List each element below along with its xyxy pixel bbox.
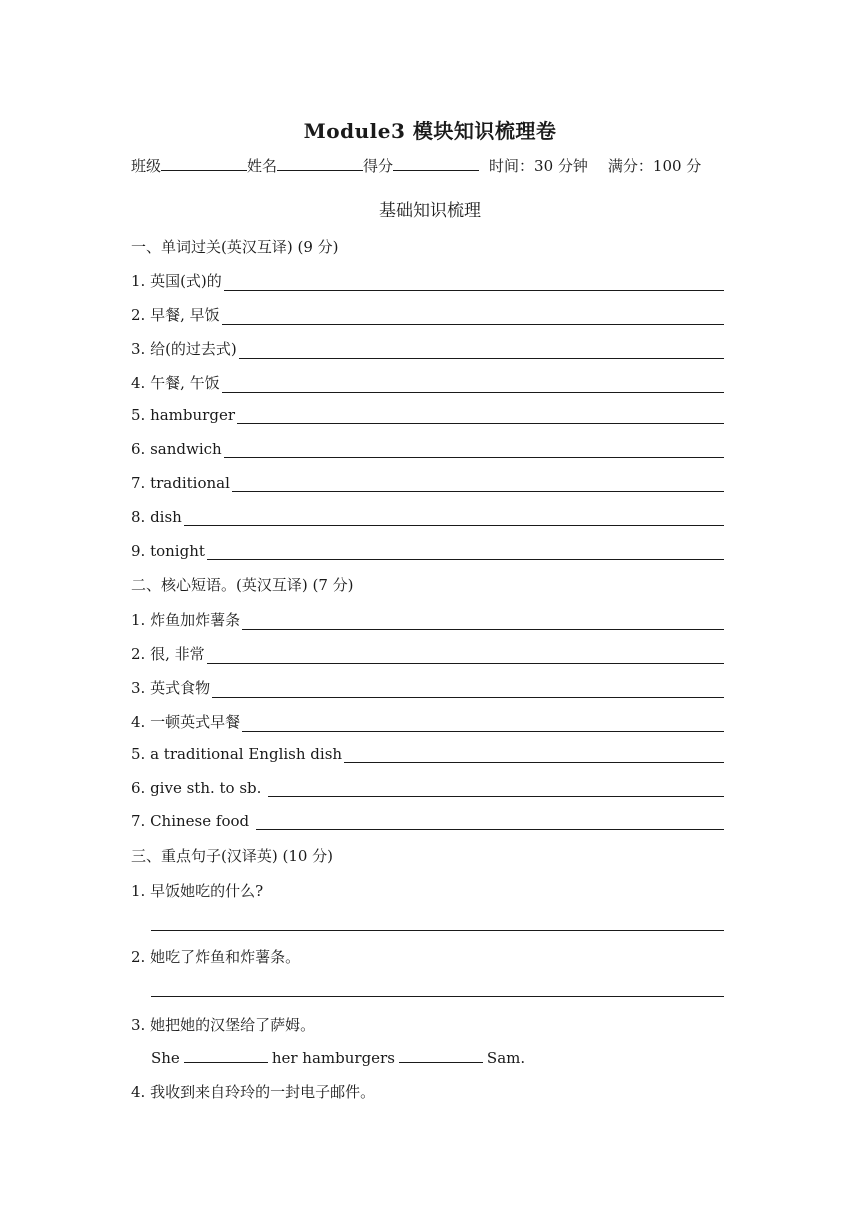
- answer-blank[interactable]: [344, 746, 724, 763]
- item-label: 2. 早餐, 早饭: [131, 306, 220, 324]
- item-label: 4. 午餐, 午饭: [131, 374, 220, 392]
- score-label: 得分: [363, 157, 394, 175]
- section1-item-1: [131, 270, 724, 291]
- answer-blank[interactable]: [237, 407, 724, 424]
- answer-blank[interactable]: [212, 681, 724, 698]
- item-label: 1. 英国(式)的: [131, 272, 222, 290]
- section1-heading: 一、单词过关(英汉互译) (9 分): [131, 238, 339, 256]
- item-label: 5. a traditional English dish: [131, 745, 343, 763]
- item-label: 7. traditional: [131, 474, 230, 492]
- section3-question-3: 3. 她把她的汉堡给了萨姆。: [131, 1016, 316, 1034]
- answer-blank[interactable]: [232, 475, 724, 492]
- answer-blank[interactable]: [207, 647, 724, 664]
- item-label: 6. sandwich: [131, 440, 222, 458]
- item-label: 8. dish: [131, 508, 182, 526]
- answer-blank[interactable]: [242, 715, 724, 732]
- answer-blank[interactable]: [268, 780, 724, 797]
- section3-question-2: 2. 她吃了炸鱼和炸薯条。: [131, 948, 301, 966]
- sentence-part: her hamburgers: [271, 1049, 395, 1067]
- sentence-part: Sam.: [486, 1049, 526, 1067]
- section1-item-5: [131, 406, 724, 424]
- answer-blank[interactable]: [256, 813, 724, 830]
- answer-blank[interactable]: [224, 441, 724, 458]
- score-blank[interactable]: [393, 156, 479, 171]
- section-subtitle: 基础知识梳理: [379, 201, 481, 221]
- section1-item-8: [131, 508, 724, 526]
- time-label: 时间：30 分钟: [489, 157, 588, 175]
- answer-line-1[interactable]: [151, 929, 724, 931]
- section1-item-7: [131, 474, 724, 492]
- answer-blank[interactable]: [184, 1048, 268, 1063]
- page-title: Module3 模块知识梳理卷: [303, 119, 557, 143]
- section3-heading: 三、重点句子(汉译英) (10 分): [131, 847, 334, 865]
- full-score-label: 满分：100 分: [607, 157, 702, 175]
- section3-question-4: 4. 我收到来自玲玲的一封电子邮件。: [131, 1083, 376, 1101]
- section1-item-2: [131, 304, 724, 325]
- section2-item-2: [131, 643, 724, 664]
- section2-item-3: [131, 677, 724, 698]
- answer-blank[interactable]: [239, 342, 724, 359]
- item-label: 3. 给(的过去式): [131, 340, 237, 358]
- section3-question-3-sentence: [151, 1048, 525, 1067]
- item-label: 7. Chinese food: [131, 812, 254, 830]
- item-label: 1. 炸鱼加炸薯条: [131, 611, 241, 629]
- section2-item-4: [131, 711, 724, 732]
- class-label: 班级: [131, 157, 162, 175]
- name-label: 姓名: [247, 157, 278, 175]
- item-label: 5. hamburger: [131, 406, 235, 424]
- section2-item-1: [131, 609, 724, 630]
- answer-blank[interactable]: [222, 376, 724, 393]
- section1-item-6: [131, 440, 724, 458]
- answer-blank[interactable]: [242, 613, 724, 630]
- item-label: 4. 一顿英式早餐: [131, 713, 241, 731]
- student-info-line: [131, 155, 701, 176]
- answer-blank[interactable]: [184, 509, 724, 526]
- section3-question-1: 1. 早饭她吃的什么?: [131, 882, 264, 900]
- section2-item-7: [131, 812, 724, 830]
- class-blank[interactable]: [161, 156, 247, 171]
- section2-item-6: [131, 779, 724, 797]
- answer-blank[interactable]: [207, 543, 724, 560]
- section2-heading: 二、核心短语。(英汉互译) (7 分): [131, 576, 354, 594]
- sentence-part: She: [151, 1049, 180, 1067]
- item-label: 9. tonight: [131, 542, 205, 560]
- name-blank[interactable]: [277, 156, 363, 171]
- section1-item-4: [131, 372, 724, 393]
- answer-line-2[interactable]: [151, 995, 724, 997]
- section1-item-9: [131, 542, 724, 560]
- section2-item-5: [131, 745, 724, 763]
- item-label: 6. give sth. to sb.: [131, 779, 267, 797]
- answer-blank[interactable]: [224, 274, 724, 291]
- answer-blank[interactable]: [399, 1048, 483, 1063]
- answer-blank[interactable]: [222, 308, 724, 325]
- item-label: 3. 英式食物: [131, 679, 211, 697]
- item-label: 2. 很, 非常: [131, 645, 205, 663]
- section1-item-3: [131, 338, 724, 359]
